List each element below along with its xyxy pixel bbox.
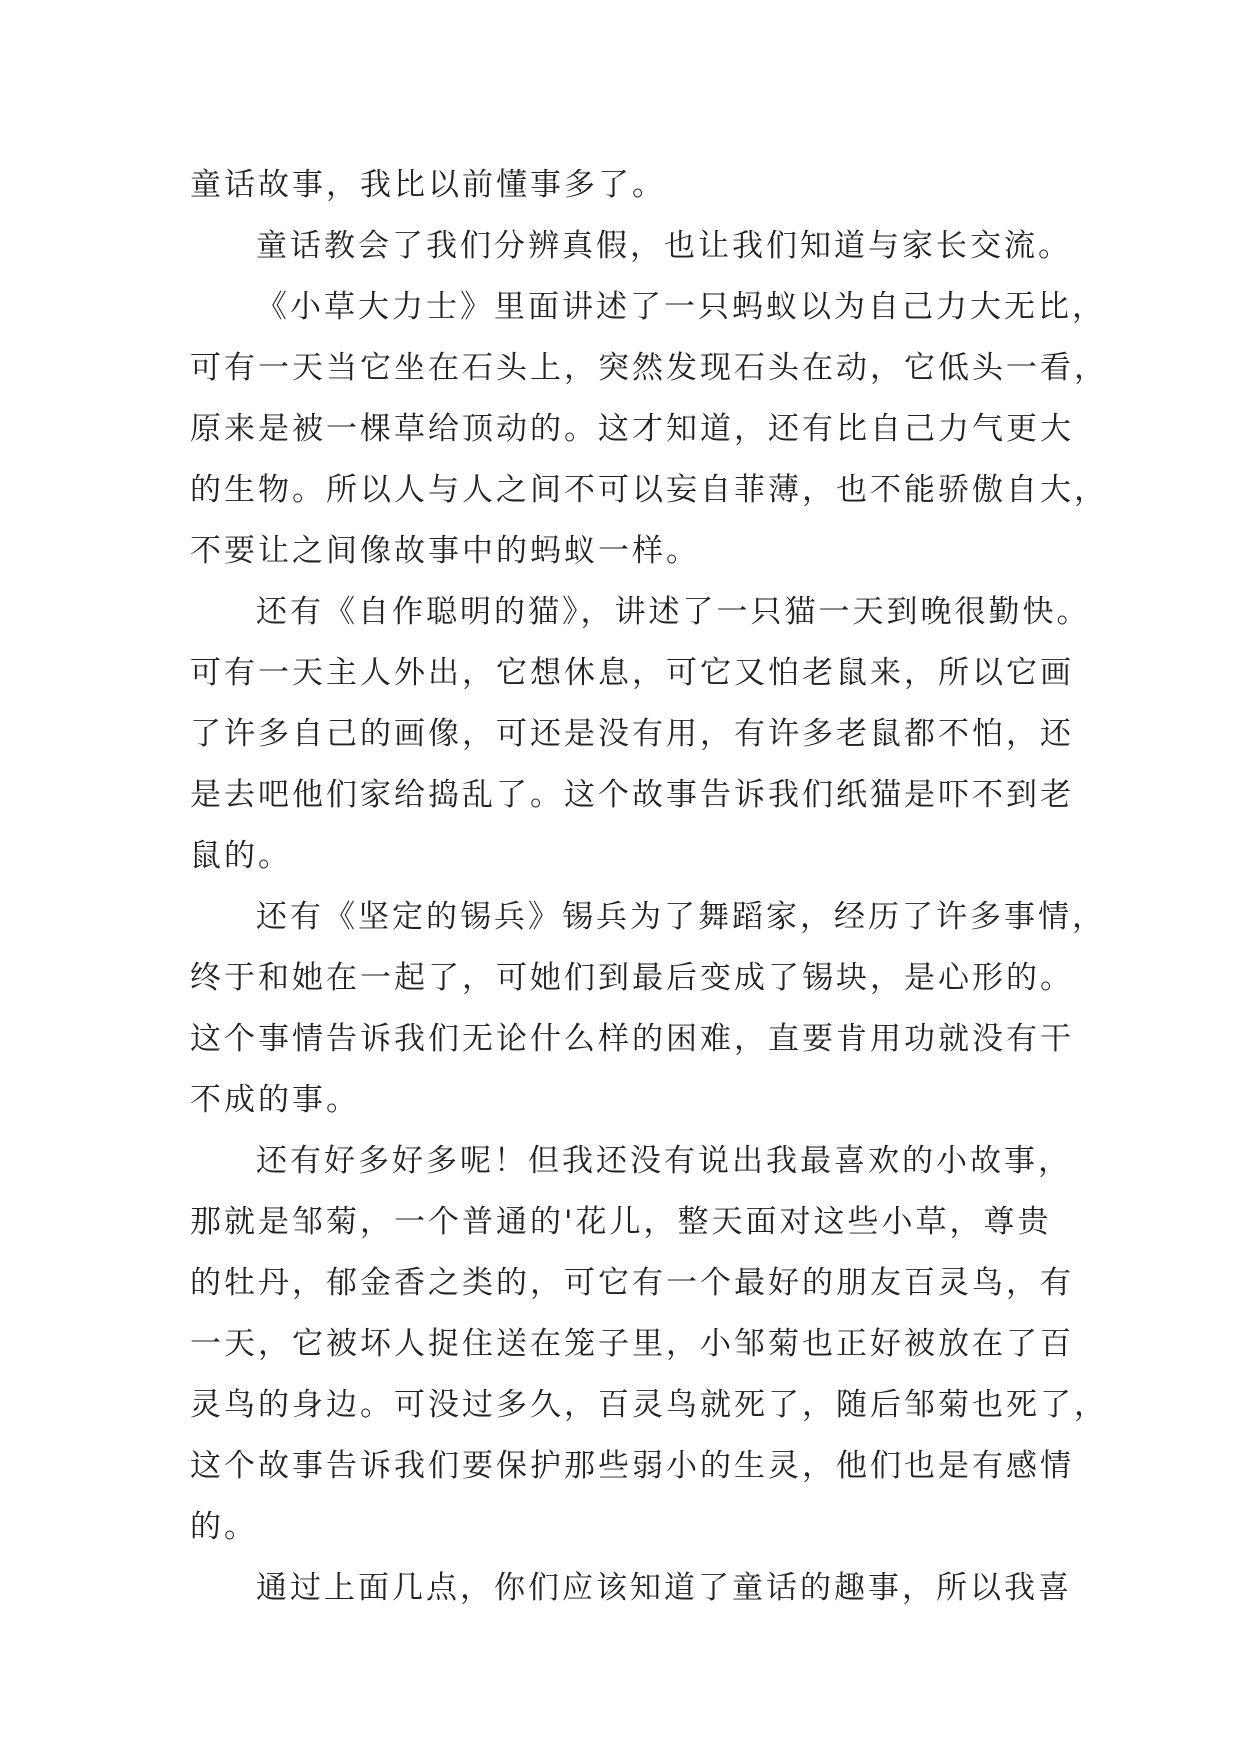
text-line: 的牡丹，郁金香之类的，可它有一个最好的朋友百灵鸟，有 — [190, 1265, 1074, 1301]
text-line: 鼠的。 — [190, 838, 292, 874]
text-line: 《小草大力士》里面讲述了一只蚂蚁以为自己力大无比， — [256, 289, 1106, 325]
body-text — [190, 155, 1108, 1619]
text-line: 还有《自作聪明的猫》，讲述了一只猫一天到晚很勤快。 — [256, 594, 1091, 630]
text-line: 了许多自己的画像，可还是没有用，有许多老鼠都不怕，还 — [190, 716, 1074, 752]
text-line: 的生物。所以人与人之间不可以妄自菲薄，也不能骄傲自大， — [190, 472, 1108, 508]
text-line: 不要让之间像故事中的蚂蚁一样。 — [190, 533, 700, 569]
text-line: 那就是邹菊，一个普通的'花儿，整天面对这些小草，尊贵 — [190, 1204, 1052, 1240]
text-line: 可有一天主人外出，它想休息，可它又怕老鼠来，所以它画 — [190, 655, 1074, 691]
text-line: 还有《坚定的锡兵》锡兵为了舞蹈家，经历了许多事情， — [256, 899, 1106, 935]
text-line: 童话故事，我比以前懂事多了。 — [190, 167, 666, 203]
text-line: 通过上面几点，你们应该知道了童话的趣事，所以我喜 — [256, 1570, 1072, 1606]
text-line: 还有好多好多呢！但我还没有说出我最喜欢的小故事， — [256, 1143, 1072, 1179]
text-line: 童话教会了我们分辨真假，也让我们知道与家长交流。 — [256, 228, 1072, 264]
text-line: 一天，它被坏人捉住送在笼子里，小邹菊也正好被放在了百 — [190, 1326, 1074, 1362]
text-line: 灵鸟的身边。可没过多久，百灵鸟就死了，随后邹菊也死了， — [190, 1387, 1108, 1423]
text-line: 原来是被一棵草给顶动的。这才知道，还有比自己力气更大 — [190, 411, 1074, 447]
text-line: 这个事情告诉我们无论什么样的困难，直要肯用功就没有干 — [190, 1021, 1074, 1057]
text-line: 是去吧他们家给捣乱了。这个故事告诉我们纸猫是吓不到老 — [190, 777, 1074, 813]
text-line: 这个故事告诉我们要保护那些弱小的生灵，他们也是有感情 — [190, 1448, 1074, 1484]
text-line: 的。 — [190, 1509, 258, 1545]
text-line: 可有一天当它坐在石头上，突然发现石头在动，它低头一看， — [190, 350, 1108, 386]
text-line: 不成的事。 — [190, 1082, 360, 1118]
text-line: 终于和她在一起了，可她们到最后变成了锡块，是心形的。 — [190, 960, 1074, 996]
